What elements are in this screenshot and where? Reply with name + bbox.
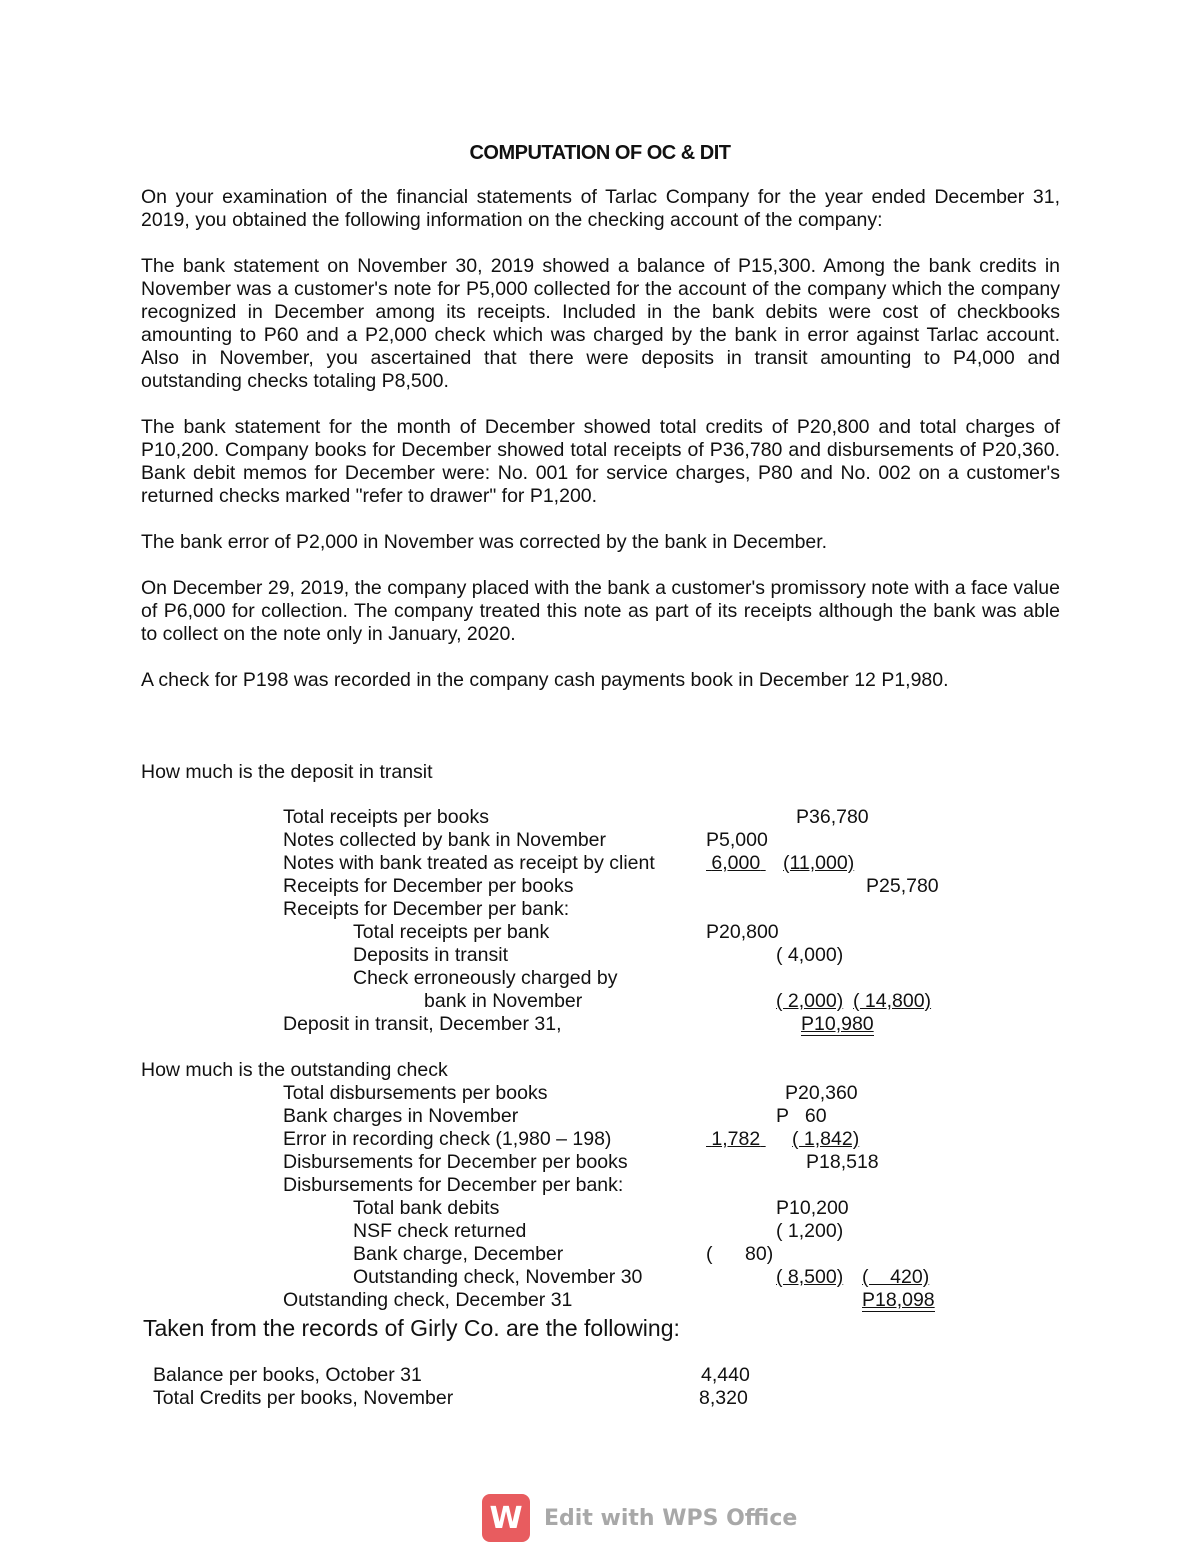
dit-label: Total receipts per books — [283, 806, 489, 828]
oc-label: Bank charge, December — [353, 1243, 564, 1265]
promissory-note-paragraph: On December 29, 2019, the company placed with the bank a customer's promissory note with a face value of P6,000 for collection. The company treated this note as part of its receipts although the bank was able to collect on the note only in January, 2020. — [141, 577, 1060, 645]
page-title: COMPUTATION OF OC & DIT — [469, 142, 731, 164]
oc-label: Total bank debits — [353, 1197, 500, 1219]
oc-amount: ( 8,500) — [776, 1266, 844, 1288]
dit-amount: P25,780 — [866, 875, 939, 897]
dit-label: Notes collected by bank in November — [283, 829, 606, 851]
dit-label: Receipts for December per books — [283, 875, 574, 897]
oc-amount: P18,518 — [806, 1151, 879, 1173]
dit-label: Total receipts per bank — [353, 921, 550, 943]
oc-label: Disbursements for December per bank: — [283, 1174, 624, 1196]
oc-amount: P20,360 — [785, 1082, 858, 1104]
dit-amount: ( 2,000) — [776, 990, 844, 1012]
wps-logo-icon: W — [482, 1494, 530, 1542]
december-paragraph: The bank statement for the month of December showed total credits of P20,800 and total charges of P10,200. Company books for December showed total receipts of P36,780 and disbursements of P20,360. Bank debit memos for December were: No. 001 for service charges, P80 and No. 002 on a customer's returned checks marked "refer to drawer" for P1,200. — [141, 416, 1060, 507]
oc-label: Error in recording check (1,980 – 198) — [283, 1128, 612, 1150]
oc-label: Bank charges in November — [283, 1105, 519, 1127]
oc-label: Total disbursements per books — [283, 1082, 548, 1104]
oc-amount: ( 80) — [706, 1243, 774, 1265]
dit-label: Receipts for December per bank: — [283, 898, 570, 920]
dit-question: How much is the deposit in transit — [141, 761, 433, 783]
dit-label: Check erroneously charged by — [353, 967, 618, 989]
oc-label: Outstanding check, December 31 — [283, 1289, 573, 1311]
dit-amount: P20,800 — [706, 921, 779, 943]
dit-amount-subtotal: ( 14,800) — [853, 990, 932, 1012]
intro-paragraph: On your examination of the financial statements of Tarlac Company for the year ended December 31, 2019, you obtained the following information on the checking account of the company: — [141, 186, 1060, 231]
oc-amount: ( 1,200) — [776, 1220, 844, 1242]
oc-amount-subtotal: ( 1,842) — [792, 1128, 860, 1150]
dit-amount: P5,000 — [706, 829, 768, 851]
dit-amount-subtotal: (11,000) — [783, 852, 855, 874]
november-paragraph: The bank statement on November 30, 2019 showed a balance of P15,300. Among the bank credits in November was a customer's note for P5,000 collected for the account of the company which the company recognized in December among its receipts. Included in the bank debits were cost of checkbooks amounting to P60 and a P2,000 check which was charged by the bank in error against Tarlac account. Also in November, you ascertained that there were deposits in transit amounting to P4,000 and outstanding checks totaling P8,500. — [141, 255, 1060, 392]
girly-label: Total Credits per books, November — [153, 1387, 454, 1409]
oc-amount-subtotal: ( 420) — [862, 1266, 930, 1288]
dit-amount: 6,000 — [711, 852, 761, 874]
oc-question: How much is the outstanding check — [141, 1059, 448, 1081]
dit-total: P10,980 — [801, 1013, 874, 1035]
dit-label: Notes with bank treated as receipt by client — [283, 852, 655, 874]
dit-label: Deposits in transit — [353, 944, 508, 966]
dit-amount: ( 4,000) — [776, 944, 844, 966]
oc-total: P18,098 — [862, 1289, 935, 1311]
oc-amount: P 60 — [776, 1105, 827, 1127]
dit-label: Deposit in transit, December 31, — [283, 1013, 562, 1035]
girly-amount: 4,440 — [701, 1364, 750, 1386]
oc-label: NSF check returned — [353, 1220, 527, 1242]
check-error-paragraph: A check for P198 was recorded in the company cash payments book in December 12 P1,980. — [141, 669, 949, 691]
oc-amount: 1,782 — [711, 1128, 761, 1150]
bank-error-paragraph: The bank error of P2,000 in November was corrected by the bank in December. — [141, 531, 828, 553]
wps-watermark-text: Edit with WPS Office — [544, 1505, 798, 1531]
girly-amount: 8,320 — [699, 1387, 748, 1409]
oc-label: Outstanding check, November 30 — [353, 1266, 643, 1288]
dit-amount: P36,780 — [796, 806, 869, 828]
oc-label: Disbursements for December per books — [283, 1151, 628, 1173]
wps-watermark[interactable] — [482, 1494, 797, 1542]
girly-label: Balance per books, October 31 — [153, 1364, 422, 1386]
oc-amount: P10,200 — [776, 1197, 849, 1219]
dit-label: bank in November — [424, 990, 583, 1012]
girly-heading: Taken from the records of Girly Co. are the following: — [143, 1315, 680, 1341]
